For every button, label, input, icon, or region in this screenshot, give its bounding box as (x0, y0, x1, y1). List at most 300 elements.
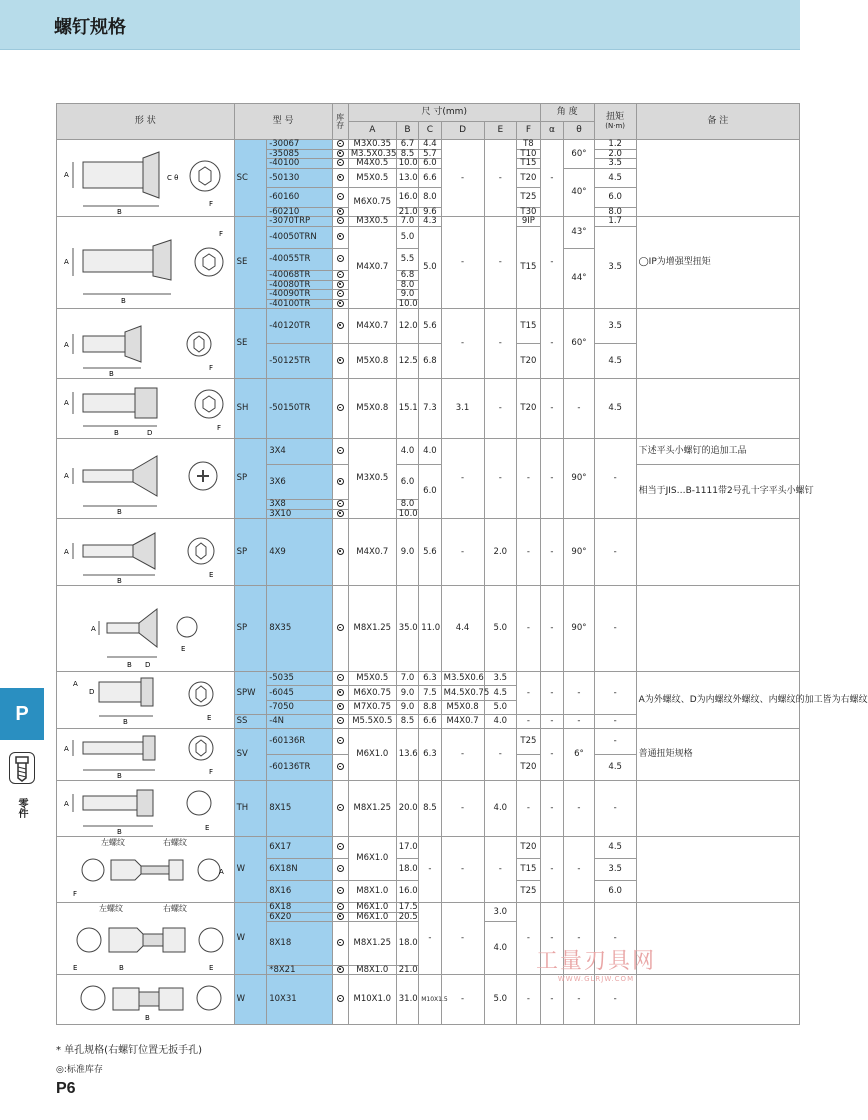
table-cell: 13.0 (396, 168, 418, 188)
table-cell: 6.0 (419, 159, 441, 169)
table-cell: M3X0.35 (348, 140, 396, 150)
stock-icon (337, 843, 344, 850)
table-cell (636, 975, 799, 1025)
table-cell: M5X0.8 (348, 379, 396, 439)
table-row (57, 672, 800, 686)
table-cell: M5X0.8 (348, 344, 396, 379)
table-cell: 6.3 (419, 672, 441, 686)
table-cell: 普通扭矩规格 (636, 729, 799, 781)
table-cell (332, 188, 348, 208)
table-cell: 7.3 (419, 379, 441, 439)
table-cell: 6.0 (594, 188, 636, 208)
table-cell: 2.0 (594, 149, 636, 159)
svg-text:A: A (64, 744, 69, 753)
table-cell: 9IP (517, 217, 541, 227)
table-cell: 3.5 (594, 859, 636, 881)
col-b: B (396, 122, 418, 140)
table-cell: 60° (564, 309, 595, 379)
table-cell: T15 (517, 309, 541, 344)
table-cell: M4X0.7 (441, 714, 484, 728)
svg-text:E: E (73, 963, 78, 972)
stock-icon (337, 322, 344, 329)
stock-icon (337, 404, 344, 411)
table-cell: - (594, 781, 636, 837)
table-cell: - (517, 672, 541, 715)
table-cell: 6.0 (396, 465, 418, 500)
table-cell: 11.0 (419, 586, 441, 672)
table-cell (332, 159, 348, 169)
table-cell: W (234, 903, 267, 975)
table-cell: -4N (267, 714, 332, 728)
stock-icon (337, 887, 344, 894)
col-remarks: 备 注 (636, 104, 799, 140)
svg-text:A: A (64, 171, 69, 179)
table-cell: 6.7 (396, 140, 418, 150)
table-cell: M5.5X0.5 (348, 714, 396, 728)
table-cell: 8X15 (267, 781, 332, 837)
table-cell: -40050TRN (267, 226, 332, 248)
table-cell (332, 509, 348, 519)
table-cell: 8.0 (396, 280, 418, 290)
table-cell: SV (234, 729, 267, 781)
stock-icon (337, 995, 344, 1002)
table-row (57, 975, 800, 1025)
table-cell: 3.5 (484, 672, 517, 686)
col-e: E (484, 122, 517, 140)
table-cell: - (484, 729, 517, 781)
table-cell (332, 271, 348, 281)
table-cell (332, 755, 348, 781)
table-cell: - (564, 975, 595, 1025)
table-cell: 3X6 (267, 465, 332, 500)
table-cell: M3X0.5 (348, 439, 396, 519)
table-cell: SC (234, 140, 267, 217)
table-cell: M6X1.0 (348, 729, 396, 781)
table-cell: M4X0.7 (348, 309, 396, 344)
table-cell: M8X1.25 (348, 781, 396, 837)
svg-text:B: B (119, 963, 124, 972)
svg-text:E: E (209, 963, 214, 972)
table-cell: M10X1.5 (419, 975, 441, 1025)
svg-text:A: A (64, 471, 69, 480)
stock-icon (337, 217, 344, 224)
table-cell: 90° (564, 586, 595, 672)
table-cell: - (540, 672, 563, 715)
table-cell: 6X20 (267, 912, 332, 922)
stock-icon (337, 150, 344, 157)
table-cell (332, 290, 348, 300)
table-cell: - (540, 439, 563, 519)
table-cell: T15 (517, 159, 541, 169)
table-cell: - (540, 729, 563, 781)
table-cell: 4.4 (441, 586, 484, 672)
svg-text:A: A (64, 398, 69, 407)
svg-text:A: A (219, 867, 224, 876)
table-cell: M6X1.0 (348, 837, 396, 881)
table-cell: - (517, 781, 541, 837)
table-cell: - (484, 439, 517, 519)
table-cell: M8X1.0 (348, 965, 396, 975)
table-cell: 8.5 (419, 781, 441, 837)
page-number: P6 (56, 1080, 76, 1097)
table-cell: -3070TRP (267, 217, 332, 227)
stock-icon (337, 478, 344, 485)
se-screw-drawing (57, 217, 235, 309)
table-cell: 3.1 (441, 379, 484, 439)
table-cell: 3.5 (594, 226, 636, 309)
section-label: 零件 (16, 798, 27, 818)
table-cell: -5035 (267, 672, 332, 686)
table-cell: 5.0 (484, 700, 517, 714)
table-cell: 44° (564, 248, 595, 308)
table-cell: -6045 (267, 686, 332, 700)
table-cell: SPW (234, 672, 267, 715)
col-stock: 库存 (332, 104, 348, 140)
table-cell: 6.6 (419, 168, 441, 188)
table-cell: - (441, 781, 484, 837)
svg-text:D: D (147, 428, 153, 437)
table-cell: 6.6 (419, 714, 441, 728)
stock-icon (337, 966, 344, 973)
table-cell: 35.0 (396, 586, 418, 672)
table-cell: 8.5 (396, 714, 418, 728)
table-cell: T15 (517, 859, 541, 881)
table-cell: 43° (564, 217, 595, 249)
table-cell: - (540, 903, 563, 975)
svg-text:B: B (117, 577, 122, 585)
table-cell: 7.5 (419, 686, 441, 700)
svg-text:A: A (64, 799, 69, 808)
table-cell (332, 226, 348, 248)
table-cell: 4.5 (594, 344, 636, 379)
col-f: F (517, 122, 541, 140)
svg-text:B: B (109, 369, 114, 378)
table-cell (332, 922, 348, 966)
table-cell: 21.0 (396, 207, 418, 217)
table-cell: - (594, 729, 636, 755)
table-cell: M6X0.75 (348, 188, 396, 217)
table-cell: - (540, 379, 563, 439)
table-cell (636, 903, 799, 975)
stock-icon (337, 159, 344, 166)
sc-screw-drawing (57, 140, 235, 217)
table-cell: T10 (517, 149, 541, 159)
table-cell: -40090TR (267, 290, 332, 300)
col-torque: 扭矩 (N·m) (594, 104, 636, 140)
table-cell: -35085 (267, 149, 332, 159)
table-cell: - (540, 519, 563, 586)
svg-text:F: F (209, 767, 214, 776)
stock-icon (337, 271, 344, 278)
col-dims: 尺 寸(mm) (348, 104, 540, 122)
table-cell: - (564, 837, 595, 903)
table-cell: 3.0 (484, 903, 517, 922)
table-cell: 4.5 (594, 379, 636, 439)
table-cell: T20 (517, 755, 541, 781)
table-cell: 18.0 (396, 922, 418, 966)
table-cell: - (441, 309, 484, 379)
table-cell: - (419, 903, 441, 975)
table-cell: 8X18 (267, 922, 332, 966)
stock-icon (337, 174, 344, 181)
table-cell (332, 500, 348, 510)
table-cell: 5.0 (484, 586, 517, 672)
table-cell: 10X31 (267, 975, 332, 1025)
table-cell: 3.5 (594, 159, 636, 169)
footnote-standard-stock: ◎:标准库存 (56, 1065, 103, 1075)
table-cell: 4.5 (594, 837, 636, 859)
table-cell (332, 700, 348, 714)
table-cell: A为外螺纹、D为内螺纹外螺纹、内螺纹的加工皆为右螺纹 (636, 672, 799, 729)
table-cell: T8 (517, 140, 541, 150)
table-cell: - (540, 837, 563, 903)
sp-screw-drawing (57, 439, 235, 519)
table-cell: - (441, 140, 484, 217)
table-cell: T30 (517, 207, 541, 217)
table-cell: 5.7 (419, 149, 441, 159)
table-cell: - (594, 903, 636, 975)
section-tab[interactable]: P (0, 688, 44, 740)
table-cell: -30067 (267, 140, 332, 150)
table-cell (332, 168, 348, 188)
table-cell: - (441, 217, 484, 309)
table-cell: 3X8 (267, 500, 332, 510)
svg-text:C θ: C θ (167, 174, 179, 182)
table-cell: M4X0.7 (348, 226, 396, 309)
table-cell: 3X10 (267, 509, 332, 519)
table-cell (332, 781, 348, 837)
svg-text:E: E (181, 644, 186, 653)
watermark-text: 工量刃具网 (536, 949, 657, 974)
stock-icon (337, 290, 344, 297)
table-cell (636, 586, 799, 672)
table-cell: SP (234, 439, 267, 519)
table-row (57, 837, 800, 859)
table-cell: -50130 (267, 168, 332, 188)
page-title: 螺钉规格 (54, 17, 126, 38)
col-model: 型 号 (234, 104, 332, 140)
stock-icon (337, 913, 344, 920)
table-cell: 7.0 (396, 217, 418, 227)
table-cell: 90° (564, 519, 595, 586)
stock-icon (337, 865, 344, 872)
table-cell (332, 903, 348, 913)
sp-8x35-drawing (57, 586, 235, 672)
table-cell: M4X0.7 (348, 519, 396, 586)
col-theta: θ (564, 122, 595, 140)
table-cell: - (517, 714, 541, 728)
table-cell: 21.0 (396, 965, 418, 975)
table-cell: 20.5 (396, 912, 418, 922)
table-cell: - (441, 837, 484, 903)
stock-icon (337, 281, 344, 288)
table-cell: SE (234, 217, 267, 309)
table-cell: 6.8 (419, 344, 441, 379)
svg-text:A: A (91, 624, 96, 633)
table-cell (636, 309, 799, 379)
table-cell: TH (234, 781, 267, 837)
table-row (57, 309, 800, 344)
table-cell: 4.3 (419, 217, 441, 227)
table-cell: -40120TR (267, 309, 332, 344)
table-cell (332, 519, 348, 586)
table-cell: - (594, 975, 636, 1025)
table-cell (332, 965, 348, 975)
table-cell: M8X1.25 (348, 586, 396, 672)
table-row (57, 140, 800, 150)
svg-text:B: B (127, 660, 132, 669)
stock-icon (337, 624, 344, 631)
svg-text:E: E (209, 571, 214, 579)
table-cell: M4.5X0.75 (441, 686, 484, 700)
table-cell: M5X0.8 (441, 700, 484, 714)
table-cell: - (540, 217, 563, 309)
table-cell (332, 140, 348, 150)
svg-text:A: A (73, 680, 78, 688)
table-cell: 60° (564, 140, 595, 169)
table-cell: 17.0 (396, 837, 418, 859)
stock-icon (337, 674, 344, 681)
table-cell (636, 519, 799, 586)
table-cell: SP (234, 519, 267, 586)
watermark-url: WWW.GLRJW.COM (557, 975, 635, 983)
table-cell: 8X16 (267, 881, 332, 903)
table-cell: - (517, 439, 541, 519)
table-cell: - (441, 903, 484, 975)
watermark (536, 944, 656, 983)
table-cell: M10X1.0 (348, 975, 396, 1025)
col-c: C (419, 122, 441, 140)
table-cell: 9.0 (396, 290, 418, 300)
stock-icon (337, 939, 344, 946)
table-cell: M5X0.5 (348, 672, 396, 686)
footnote-single-hole: * 单孔规格(右螺钉位置无扳手孔) (56, 1045, 202, 1056)
table-cell: T25 (517, 729, 541, 755)
sp-4x9-drawing (57, 519, 235, 586)
table-cell: - (540, 309, 563, 379)
table-cell: 4.0 (396, 439, 418, 465)
svg-text:A: A (64, 548, 69, 556)
table-cell: 4.5 (594, 755, 636, 781)
table-cell: - (441, 439, 484, 519)
table-cell: 3.5 (594, 309, 636, 344)
table-cell (636, 837, 799, 903)
table-cell: 5.0 (484, 975, 517, 1025)
table-cell: 13.6 (396, 729, 418, 781)
table-row (57, 586, 800, 672)
table-cell: 31.0 (396, 975, 418, 1025)
th-screw-drawing (57, 781, 235, 837)
table-cell: -40100 (267, 159, 332, 169)
table-cell (332, 714, 348, 728)
svg-text:F: F (217, 423, 222, 432)
table-cell: 4.0 (484, 922, 517, 975)
table-cell: -50125TR (267, 344, 332, 379)
table-cell: 90° (564, 439, 595, 519)
table-cell: -40080TR (267, 280, 332, 290)
table-cell: -50150TR (267, 379, 332, 439)
stock-icon (337, 737, 344, 744)
table-cell: 5.5 (396, 248, 418, 270)
table-cell (332, 344, 348, 379)
stock-icon (337, 548, 344, 555)
stock-icon (337, 255, 344, 262)
table-cell: - (594, 672, 636, 715)
svg-text:D: D (145, 660, 151, 669)
table-cell: 5.6 (419, 309, 441, 344)
table-cell: - (540, 140, 563, 217)
svg-text:B: B (117, 771, 122, 780)
table-cell: 8.5 (396, 149, 418, 159)
table-cell (332, 280, 348, 290)
svg-text:B: B (117, 507, 122, 516)
table-cell (332, 379, 348, 439)
svg-text:F: F (209, 200, 214, 208)
table-cell: - (441, 975, 484, 1025)
table-cell: - (564, 903, 595, 975)
table-cell: 17.5 (396, 903, 418, 913)
table-cell: M8X1.0 (348, 881, 396, 903)
stock-icon (337, 903, 344, 910)
svg-text:B: B (145, 1013, 150, 1022)
table-cell (332, 912, 348, 922)
stock-icon (337, 140, 344, 147)
table-cell: 4.0 (419, 439, 441, 465)
table-cell (636, 140, 799, 217)
table-cell: 8.0 (594, 207, 636, 217)
table-cell: - (594, 519, 636, 586)
table-cell (332, 975, 348, 1025)
table-cell: 4.5 (484, 686, 517, 700)
table-cell: 4.0 (484, 781, 517, 837)
table-row (57, 379, 800, 439)
table-cell: T20 (517, 379, 541, 439)
table-cell: W (234, 975, 267, 1025)
table-cell: SS (234, 714, 267, 728)
sv-screw-drawing (57, 729, 235, 781)
table-cell: 8X35 (267, 586, 332, 672)
svg-text:B: B (114, 428, 119, 437)
table-cell: - (441, 519, 484, 586)
table-cell: 15.1 (396, 379, 418, 439)
table-cell: M5X0.5 (348, 168, 396, 188)
table-cell: SH (234, 379, 267, 439)
table-cell: - (540, 714, 563, 728)
table-cell: 9.0 (396, 519, 418, 586)
w-screw-drawing-2: 左螺纹 右螺纹 E B E (57, 903, 235, 975)
table-cell: 3X4 (267, 439, 332, 465)
spw-screw-drawing (57, 672, 235, 729)
table-cell: - (564, 379, 595, 439)
table-cell: 4.0 (484, 714, 517, 728)
table-cell: 6.3 (419, 729, 441, 781)
table-cell: 18.0 (396, 859, 418, 881)
table-cell: - (540, 975, 563, 1025)
table-cell: M3.5X0.6 (441, 672, 484, 686)
table-cell: 2.0 (484, 519, 517, 586)
table-row (57, 519, 800, 586)
table-cell (332, 217, 348, 227)
table-cell: - (517, 903, 541, 975)
table-row (57, 217, 800, 227)
table-cell: 4.5 (594, 168, 636, 188)
col-angle: 角 度 (540, 104, 594, 122)
stock-icon (337, 763, 344, 770)
table-cell (332, 729, 348, 755)
table-cell: 10.0 (396, 159, 418, 169)
stock-icon (337, 717, 344, 724)
table-cell: 20.0 (396, 781, 418, 837)
